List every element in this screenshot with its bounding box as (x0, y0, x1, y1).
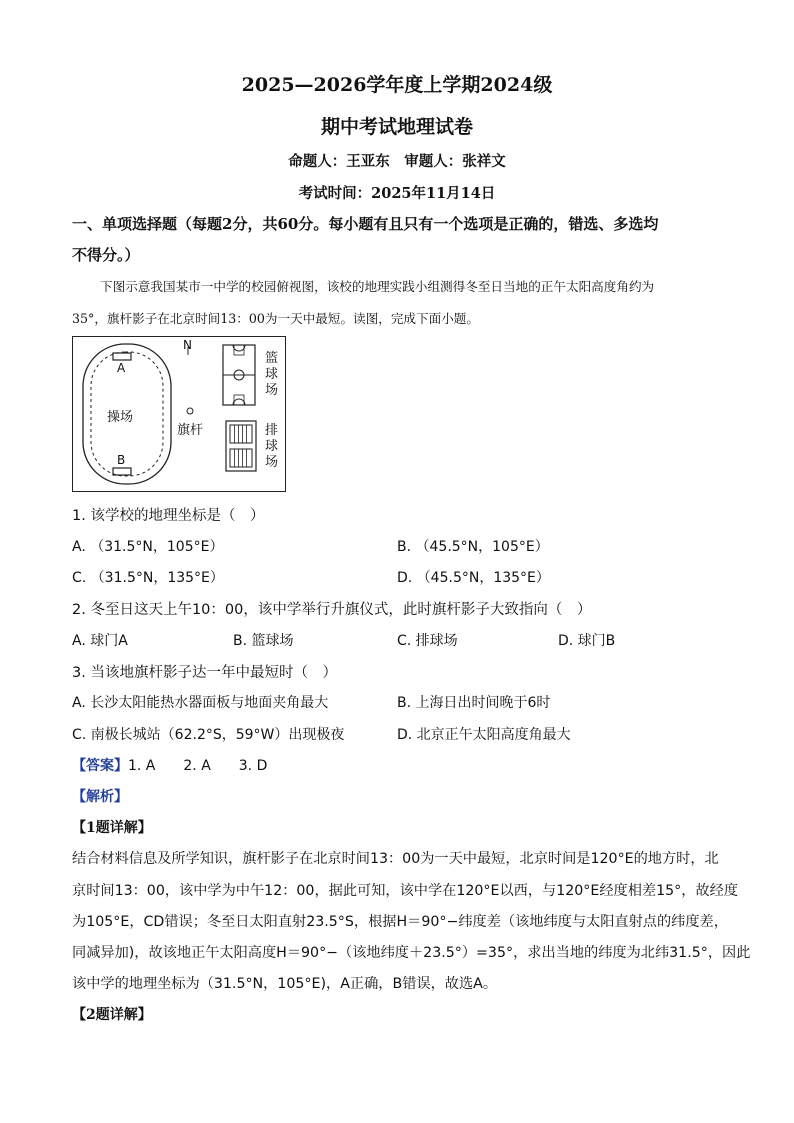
material-line2: 35°，旗杆影子在北京时间13：00为一天中最短。读图，完成下面小题。 (72, 311, 479, 326)
volleyball-court-label: 排球场 (265, 423, 279, 470)
campus-map (72, 336, 286, 492)
exam-title-line1: 2025—2026学年度上学期2024级 (241, 74, 553, 96)
q1-option-a: A. （31.5°N，105°E） (72, 539, 224, 555)
north-label: N (183, 338, 192, 352)
section-heading: 一、单项选择题（每题2分，共60分。每小题有且只有一个选项是正确的，错选、多选均 (72, 215, 659, 233)
basketball-court-label: 篮球场 (265, 351, 279, 398)
exam-title-line2: 期中考试地理试卷 (320, 116, 473, 138)
detail-1-label: 【1题详解】 (72, 820, 152, 836)
flagpole-icon (187, 408, 193, 414)
q3-option-b: B. 上海日出时间晚于6时 (397, 695, 551, 711)
q3-option-c: C. 南极长城站（62.2°S，59°W）出现极夜 (72, 727, 345, 743)
question-1-stem: 1. 该学校的地理坐标是（ ） (72, 508, 265, 524)
q2-option-c: C. 排球场 (397, 633, 458, 649)
q1-option-c: C. （31.5°N，135°E） (72, 570, 224, 586)
q2-option-a: A. 球门A (72, 633, 128, 649)
detail-1-line-5: 该中学的地理坐标为（31.5°N，105°E)，A正确，B错误，故选A。 (72, 976, 498, 992)
detail-1-line-1: 结合材料信息及所学知识，旗杆影子在北京时间13：00为一天中最短，北京时间是120°E的地方时，北 (72, 851, 719, 867)
question-3-stem: 3. 当该地旗杆影子达一年中最短时（ ） (72, 665, 337, 681)
answer-line (72, 755, 267, 775)
material-line1: 下图示意我国某市一中学的校园俯视图，该校的地理实践小组测得冬至日当地的正午太阳高度角约为 (100, 279, 655, 294)
q2-option-d: D. 球门B (558, 633, 616, 649)
q3-option-d: D. 北京正午太阳高度角最大 (397, 727, 571, 743)
detail-1-line-2: 京时间13：00，该中学为中午12：00，据此可知，该中学在120°E以西，与120°E经度相差15°，故经度 (72, 883, 739, 899)
authors-line: 命题人：王亚东 审题人：张祥文 (288, 153, 506, 170)
analysis-label: 【解析】 (72, 789, 128, 805)
q3-option-a: A. 长沙太阳能热水器面板与地面夹角最大 (72, 695, 329, 711)
flagpole-label: 旗杆 (177, 423, 204, 438)
detail-2-label: 【2题详解】 (72, 1007, 152, 1023)
goal-b-icon (113, 468, 131, 475)
playground-label: 操场 (107, 410, 134, 425)
goal-a-icon (113, 353, 131, 360)
answer-text: 1. A 2. A 3. D (128, 758, 268, 774)
detail-1-line-4: 同减异加)，故该地正午太阳高度H＝90°−（该地纬度＋23.5°）=35°，求出当地的纬度为北纬31.5°，因此 (72, 945, 751, 961)
exam-time: 考试时间：2025年11月14日 (298, 185, 496, 202)
campus-map-drawing (73, 337, 285, 491)
q2-option-b: B. 篮球场 (233, 633, 294, 649)
answer-label: 【答案】 (72, 758, 128, 774)
gate-b-label: B (117, 453, 126, 467)
detail-1-line-3: 为105°E，CD错误；冬至日太阳直射23.5°S，根据H＝90°−纬度差（该地纬度与太阳直射点的纬度差， (72, 914, 728, 930)
section-heading-cont: 不得分。） (72, 246, 140, 264)
q1-option-b: B. （45.5°N，105°E） (397, 539, 549, 555)
q1-option-d: D. （45.5°N，135°E） (397, 570, 550, 586)
gate-a-label: A (117, 361, 126, 375)
question-2-stem: 2. 冬至日这天上午10：00，该中学举行升旗仪式，此时旗杆影子大致指向（ ） (72, 602, 592, 618)
